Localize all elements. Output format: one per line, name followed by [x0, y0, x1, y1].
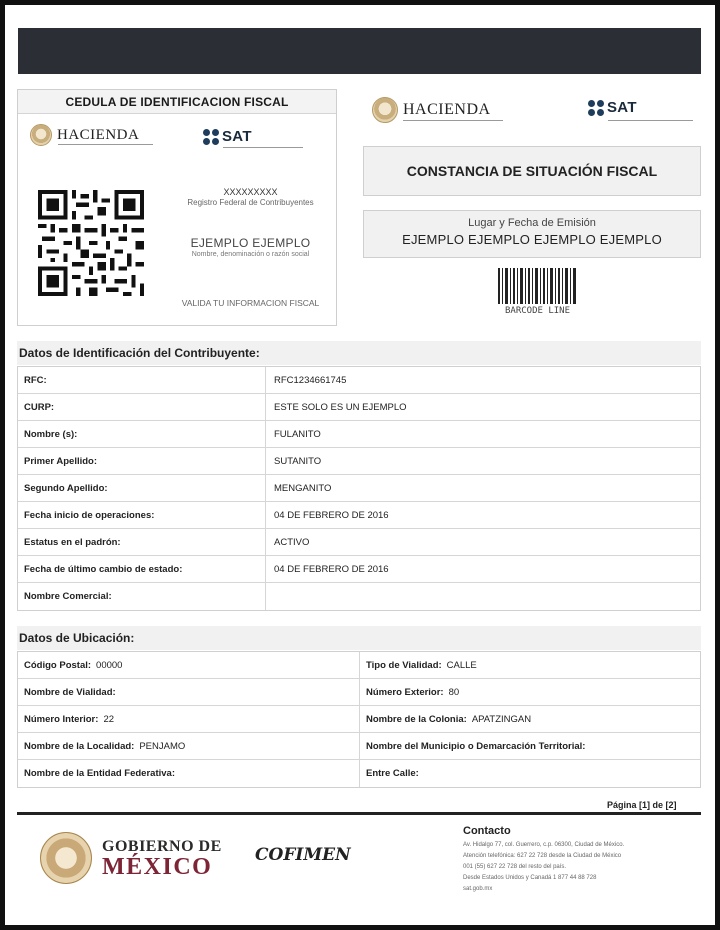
barcode-label: BARCODE LINE [504, 306, 571, 316]
table-row [18, 679, 700, 706]
contacto-line: Desde Estados Unidos y Canadá 1 877 44 88 728 [463, 875, 597, 881]
field-value: 22 [103, 713, 115, 725]
field-label: RFC: [18, 367, 266, 393]
cedula-rfc-placeholder: XXXXXXXXX [223, 187, 278, 197]
field-label: Entre Calle: [366, 768, 419, 779]
gobierno-mexico-seal-icon [40, 832, 92, 884]
table-row [18, 394, 700, 421]
table-row [18, 760, 700, 787]
page-indicator: Página [1] de [2] [607, 800, 677, 810]
field-value: 00000 [96, 659, 123, 671]
field-label: CURP: [18, 394, 266, 420]
table-row [18, 556, 700, 583]
contacto-lines [463, 840, 693, 895]
right-field [360, 679, 700, 705]
qr-code-icon [38, 190, 144, 296]
table-row [18, 529, 700, 556]
contacto-line: Av. Hidalgo 77, col. Guerrero, c.p. 06300, Ciudad de México. [463, 842, 625, 848]
footer-divider [17, 812, 701, 815]
contacto-line: Atención telefónica: 627 22 728 desde la Ciudad de México [463, 853, 622, 859]
table-row [18, 583, 700, 610]
cedula-name-caption: Nombre, denominación o razón social [191, 251, 310, 258]
table-row [18, 367, 700, 394]
field-value: 04 DE FEBRERO DE 2016 [274, 563, 389, 575]
right-field [360, 652, 700, 678]
field-value: FULANITO [274, 428, 321, 440]
field-value [266, 583, 700, 610]
table-row [18, 475, 700, 502]
field-label: Fecha inicio de operaciones: [18, 502, 266, 528]
field-value: SUTANITO [274, 455, 322, 467]
right-field [360, 733, 700, 759]
left-field [18, 652, 360, 678]
sat-dots-icon [203, 129, 219, 145]
field-label: Código Postal: [24, 659, 92, 671]
field-value: MENGANITO [274, 482, 332, 494]
cofimen-logo: COFIMEN [255, 845, 351, 865]
field-label: Nombre (s): [18, 421, 266, 447]
hacienda-seal-icon [30, 124, 52, 146]
contacto-line: sat.gob.mx [463, 886, 493, 892]
field-label: Nombre de la Localidad: [24, 740, 135, 752]
ubicacion-section-title: Datos de Ubicación: [17, 626, 701, 650]
field-label: Nombre de Vialidad: [24, 686, 116, 698]
field-label: Nombre de la Colonia: [366, 713, 467, 725]
field-value: RFC1234661745 [274, 374, 347, 386]
header-bar [18, 28, 701, 74]
field-label: Fecha de último cambio de estado: [18, 556, 266, 582]
field-label: Segundo Apellido: [18, 475, 266, 501]
sat-dots-icon [588, 100, 604, 116]
field-label: Tipo de Vialidad: [366, 659, 442, 671]
field-value: ACTIVO [274, 536, 310, 548]
right-field [360, 706, 700, 732]
document-page [5, 5, 715, 925]
sat-underline [223, 147, 303, 148]
field-value: 04 DE FEBRERO DE 2016 [274, 509, 389, 521]
ubicacion-table [17, 651, 701, 788]
field-label: Primer Apellido: [18, 448, 266, 474]
hacienda-underline [403, 120, 503, 121]
cedula-valida-text: VALIDA TU INFORMACION FISCAL [181, 298, 320, 308]
field-label: Nombre del Municipio o Demarcación Territorial: [366, 740, 586, 752]
left-field [18, 679, 360, 705]
table-row [18, 733, 700, 760]
sat-logo-right [588, 99, 637, 116]
sat-logo-text: SAT [607, 99, 637, 116]
field-label: Número Interior: [24, 713, 99, 725]
hacienda-seal-icon [372, 97, 398, 123]
barcode-icon [498, 268, 576, 304]
hacienda-logo-text: HACIENDA [57, 126, 140, 143]
cedula-registro-label: Registro Federal de Contribuyentes [187, 198, 314, 207]
cedula-contribuyente-name: EJEMPLO EJEMPLO [190, 236, 311, 250]
hacienda-logo-text: HACIENDA [403, 101, 491, 118]
field-label: Nombre Comercial: [18, 583, 266, 610]
table-row [18, 706, 700, 733]
right-field [360, 760, 700, 787]
table-row [18, 421, 700, 448]
field-value: ESTE SOLO ES UN EJEMPLO [274, 401, 407, 413]
sat-underline [608, 120, 693, 121]
constancia-title: CONSTANCIA DE SITUACIÓN FISCAL [363, 146, 701, 196]
table-row [18, 652, 700, 679]
contacto-title: Contacto [463, 825, 511, 837]
field-value: PENJAMO [139, 740, 186, 752]
left-field [18, 733, 360, 759]
mexico-label: MÉXICO [102, 854, 213, 880]
gobierno-label: GOBIERNO DE [102, 838, 222, 855]
field-label: Estatus en el padrón: [18, 529, 266, 555]
field-label: Número Exterior: [366, 686, 444, 698]
lugar-fecha-box [363, 210, 701, 258]
lugar-fecha-value: EJEMPLO EJEMPLO EJEMPLO EJEMPLO [402, 232, 662, 247]
field-value: APATZINGAN [471, 713, 532, 725]
field-value: 80 [448, 686, 460, 698]
identificacion-table [17, 366, 701, 611]
table-row [18, 448, 700, 475]
left-field [18, 706, 360, 732]
cedula-identificacion-card [17, 89, 337, 326]
field-value: CALLE [446, 659, 477, 671]
left-field [18, 760, 360, 787]
table-row [18, 502, 700, 529]
contacto-line: 001 (55) 627 22 728 del resto del país. [463, 864, 567, 870]
hacienda-underline [58, 144, 153, 145]
field-label: Nombre de la Entidad Federativa: [24, 768, 175, 779]
sat-logo-text: SAT [222, 128, 252, 145]
identificacion-section-title: Datos de Identificación del Contribuyente: [17, 341, 701, 365]
cedula-title: CEDULA DE IDENTIFICACION FISCAL [18, 90, 336, 114]
lugar-fecha-label: Lugar y Fecha de Emisión [468, 217, 596, 229]
sat-logo [203, 128, 252, 145]
hacienda-logo [30, 124, 139, 146]
